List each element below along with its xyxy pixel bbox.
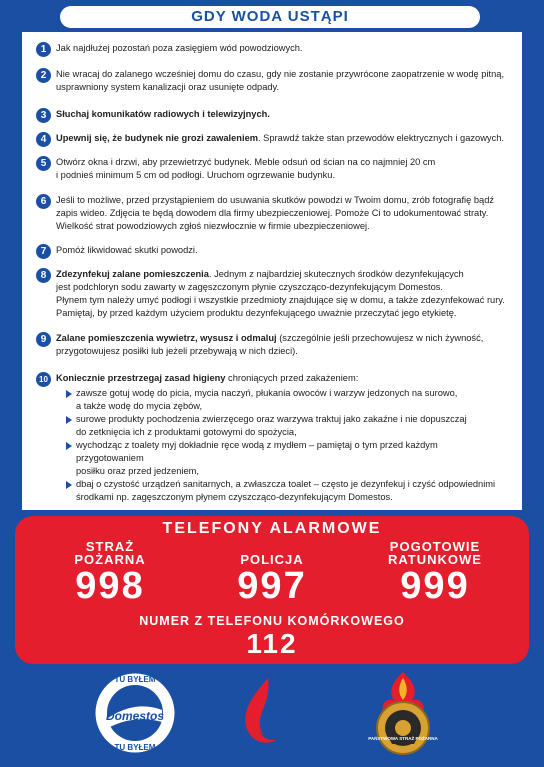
hygiene-item [66, 478, 506, 504]
step-text: Pomóż likwidować skutki powodzi. [56, 245, 198, 255]
hygiene-item [66, 413, 506, 439]
osp-caption: ZWIĄZEK OSP RP [237, 751, 299, 758]
step-text: (szczególnie jeśli przechowujesz w nich żywność, [276, 333, 484, 343]
step-text: Jeśli to możliwe, przed przystąpieniem do usuwania skutków powodzi w Twoim domu, zrób fotografię bądź [56, 195, 495, 205]
step-text: Jak najdłużej pozostań poza zasięgiem wód powodziowych. [56, 43, 303, 53]
osp-logo [232, 674, 304, 760]
step-text: . Sprawdź także stan przewodów elektrycznych i gazowych. [258, 133, 504, 143]
hygiene-text: do zetknięcia ich z produktami gotowymi do spożycia, [76, 427, 297, 437]
logos-bar [0, 668, 544, 767]
police [197, 553, 347, 606]
step-bold-text: Zalane pomieszczenia wywietrz, wysusz i odmaluj [56, 333, 277, 343]
step-text: Nie wracaj do zalanego wcześniej domu do czasu, gdy nie zostanie przywrócone zaopatrzenie w wodę pitną, [56, 69, 505, 79]
step-number: 4 [36, 132, 51, 147]
step-bold-text: Upewnij się, że budynek nie grozi zawaleniem [56, 133, 259, 143]
hygiene-text: środkami np. zagęszczonym płynem czyszcząco-dezynfekującym Domestos. [76, 492, 393, 502]
step-text: i podnieś minimum 5 cm od podłogi. Uruchom ogrzewanie budynku. [56, 170, 336, 180]
emergency-title: TELEFONY ALARMOWE [162, 520, 382, 537]
step-number: 7 [36, 244, 51, 259]
step-text: przygotowujesz posiłki lub jeżeli przebywają w nich dzieci). [56, 346, 298, 356]
service-number: 997 [237, 565, 307, 607]
step-text: zapis wideo. Zdjęcia te będą dowodem dla firmy ubezpieczeniowej. Pomoże Ci to udokumentować straty. [56, 208, 489, 218]
service-label: RATUNKOWE [388, 552, 482, 567]
domestos-logo [92, 670, 178, 756]
hygiene-text: wychodząc z toalety myj dokładnie ręce wodą z mydłem – pamiętaj o tym przed każdym przygotowaniem [76, 440, 438, 463]
service-label: STRAŻ [85, 539, 135, 554]
step-text: Wielkość strat powodziowych zgłoś niezwłocznie w firmie ubezpieczeniowej. [56, 221, 370, 231]
step-7 [36, 244, 506, 257]
step-text: . Jednym z najbardziej skutecznych środków dezynfekujących [208, 269, 464, 279]
step-text: Otwórz okna i drzwi, aby przewietrzyć budynek. Meble odsuń od ścian na co najmniej 20 cm [56, 157, 436, 167]
ambulance [355, 540, 515, 606]
step-number: 3 [36, 108, 51, 123]
step-2 [36, 68, 506, 94]
step-number: 9 [36, 332, 51, 347]
service-label: POLICJA [240, 552, 304, 567]
service-label: POGOTOWIE [389, 539, 481, 554]
hygiene-item [66, 439, 506, 478]
step-text: usprawniony system kanalizacji oraz usunięte odpady. [56, 82, 280, 92]
mobile-number: 112 [246, 628, 298, 659]
domestos-top-text: TU BYŁEM [114, 675, 156, 684]
psp-text: PAŃSTWOWA STRAŻ POŻARNA [368, 736, 438, 741]
fire-brigade [35, 540, 185, 606]
hygiene-item [66, 387, 506, 413]
step-number: 1 [36, 42, 51, 57]
step-number: 6 [36, 194, 51, 209]
service-number: 998 [75, 565, 145, 607]
step-4 [36, 132, 506, 145]
step-6 [36, 194, 506, 233]
step-9 [36, 332, 506, 358]
step-number: 2 [36, 68, 51, 83]
step-1 [36, 42, 506, 55]
domestos-brand: Domestos [105, 709, 165, 723]
hygiene-text: posiłku oraz przed jedzeniem, [76, 466, 199, 476]
emergency-numbers-box [15, 516, 529, 664]
instructions-panel [22, 32, 522, 510]
domestos-bottom-text: TU BYŁEM [114, 743, 156, 752]
page-title: GDY WODA USTĄPI [60, 6, 480, 28]
step-8 [36, 268, 506, 320]
hygiene-text: a także wodę do mycia zębów, [76, 401, 203, 411]
step-10 [36, 372, 506, 504]
step-3 [36, 108, 506, 121]
step-text: jest podchloryn sodu zawarty w zagęszczonym płynie czyszcząco-dezynfekującym Domestos. [56, 282, 444, 292]
psp-logo [360, 670, 446, 762]
step-text: Płynem tym należy umyć podłogi i wszystkie przedmioty znajdujące się w domu, a także zdezynfekować rury. [56, 295, 505, 305]
step-5 [36, 156, 506, 182]
hygiene-text: zawsze gotuj wodę do picia, mycia naczyń, płukania owoców i warzyw jedzonych na surowo, [76, 388, 458, 398]
step-number: 5 [36, 156, 51, 171]
step-number: 8 [36, 268, 51, 283]
hygiene-text: surowe produkty pochodzenia zwierzęcego oraz warzywa traktuj jako zakaźne i nie dopuszczaj [76, 414, 467, 424]
step-bold-text: Słuchaj komunikatów radiowych i telewizyjnych. [56, 109, 270, 119]
hygiene-text: dbaj o czystość urządzeń sanitarnych, a zwłaszcza toalet – często je dezynfekuj i czyść odpowiednimi [76, 479, 496, 489]
step-number: 10 [36, 372, 51, 387]
step-bold-text: Koniecznie przestrzegaj zasad higieny [56, 373, 226, 383]
step-bold-text: Zdezynfekuj zalane pomieszczenia [56, 269, 209, 279]
mobile-label: NUMER Z TELEFONU KOMÓRKOWEGO [139, 614, 405, 628]
step-text: Pamiętaj, by przed każdym użyciem produktu dezynfekującego uważnie przeczytać jego etykietę. [56, 308, 457, 318]
service-number: 999 [400, 565, 470, 607]
step-text: chroniących przed zakażeniem: [225, 373, 359, 383]
service-label: POŻARNA [74, 552, 146, 567]
